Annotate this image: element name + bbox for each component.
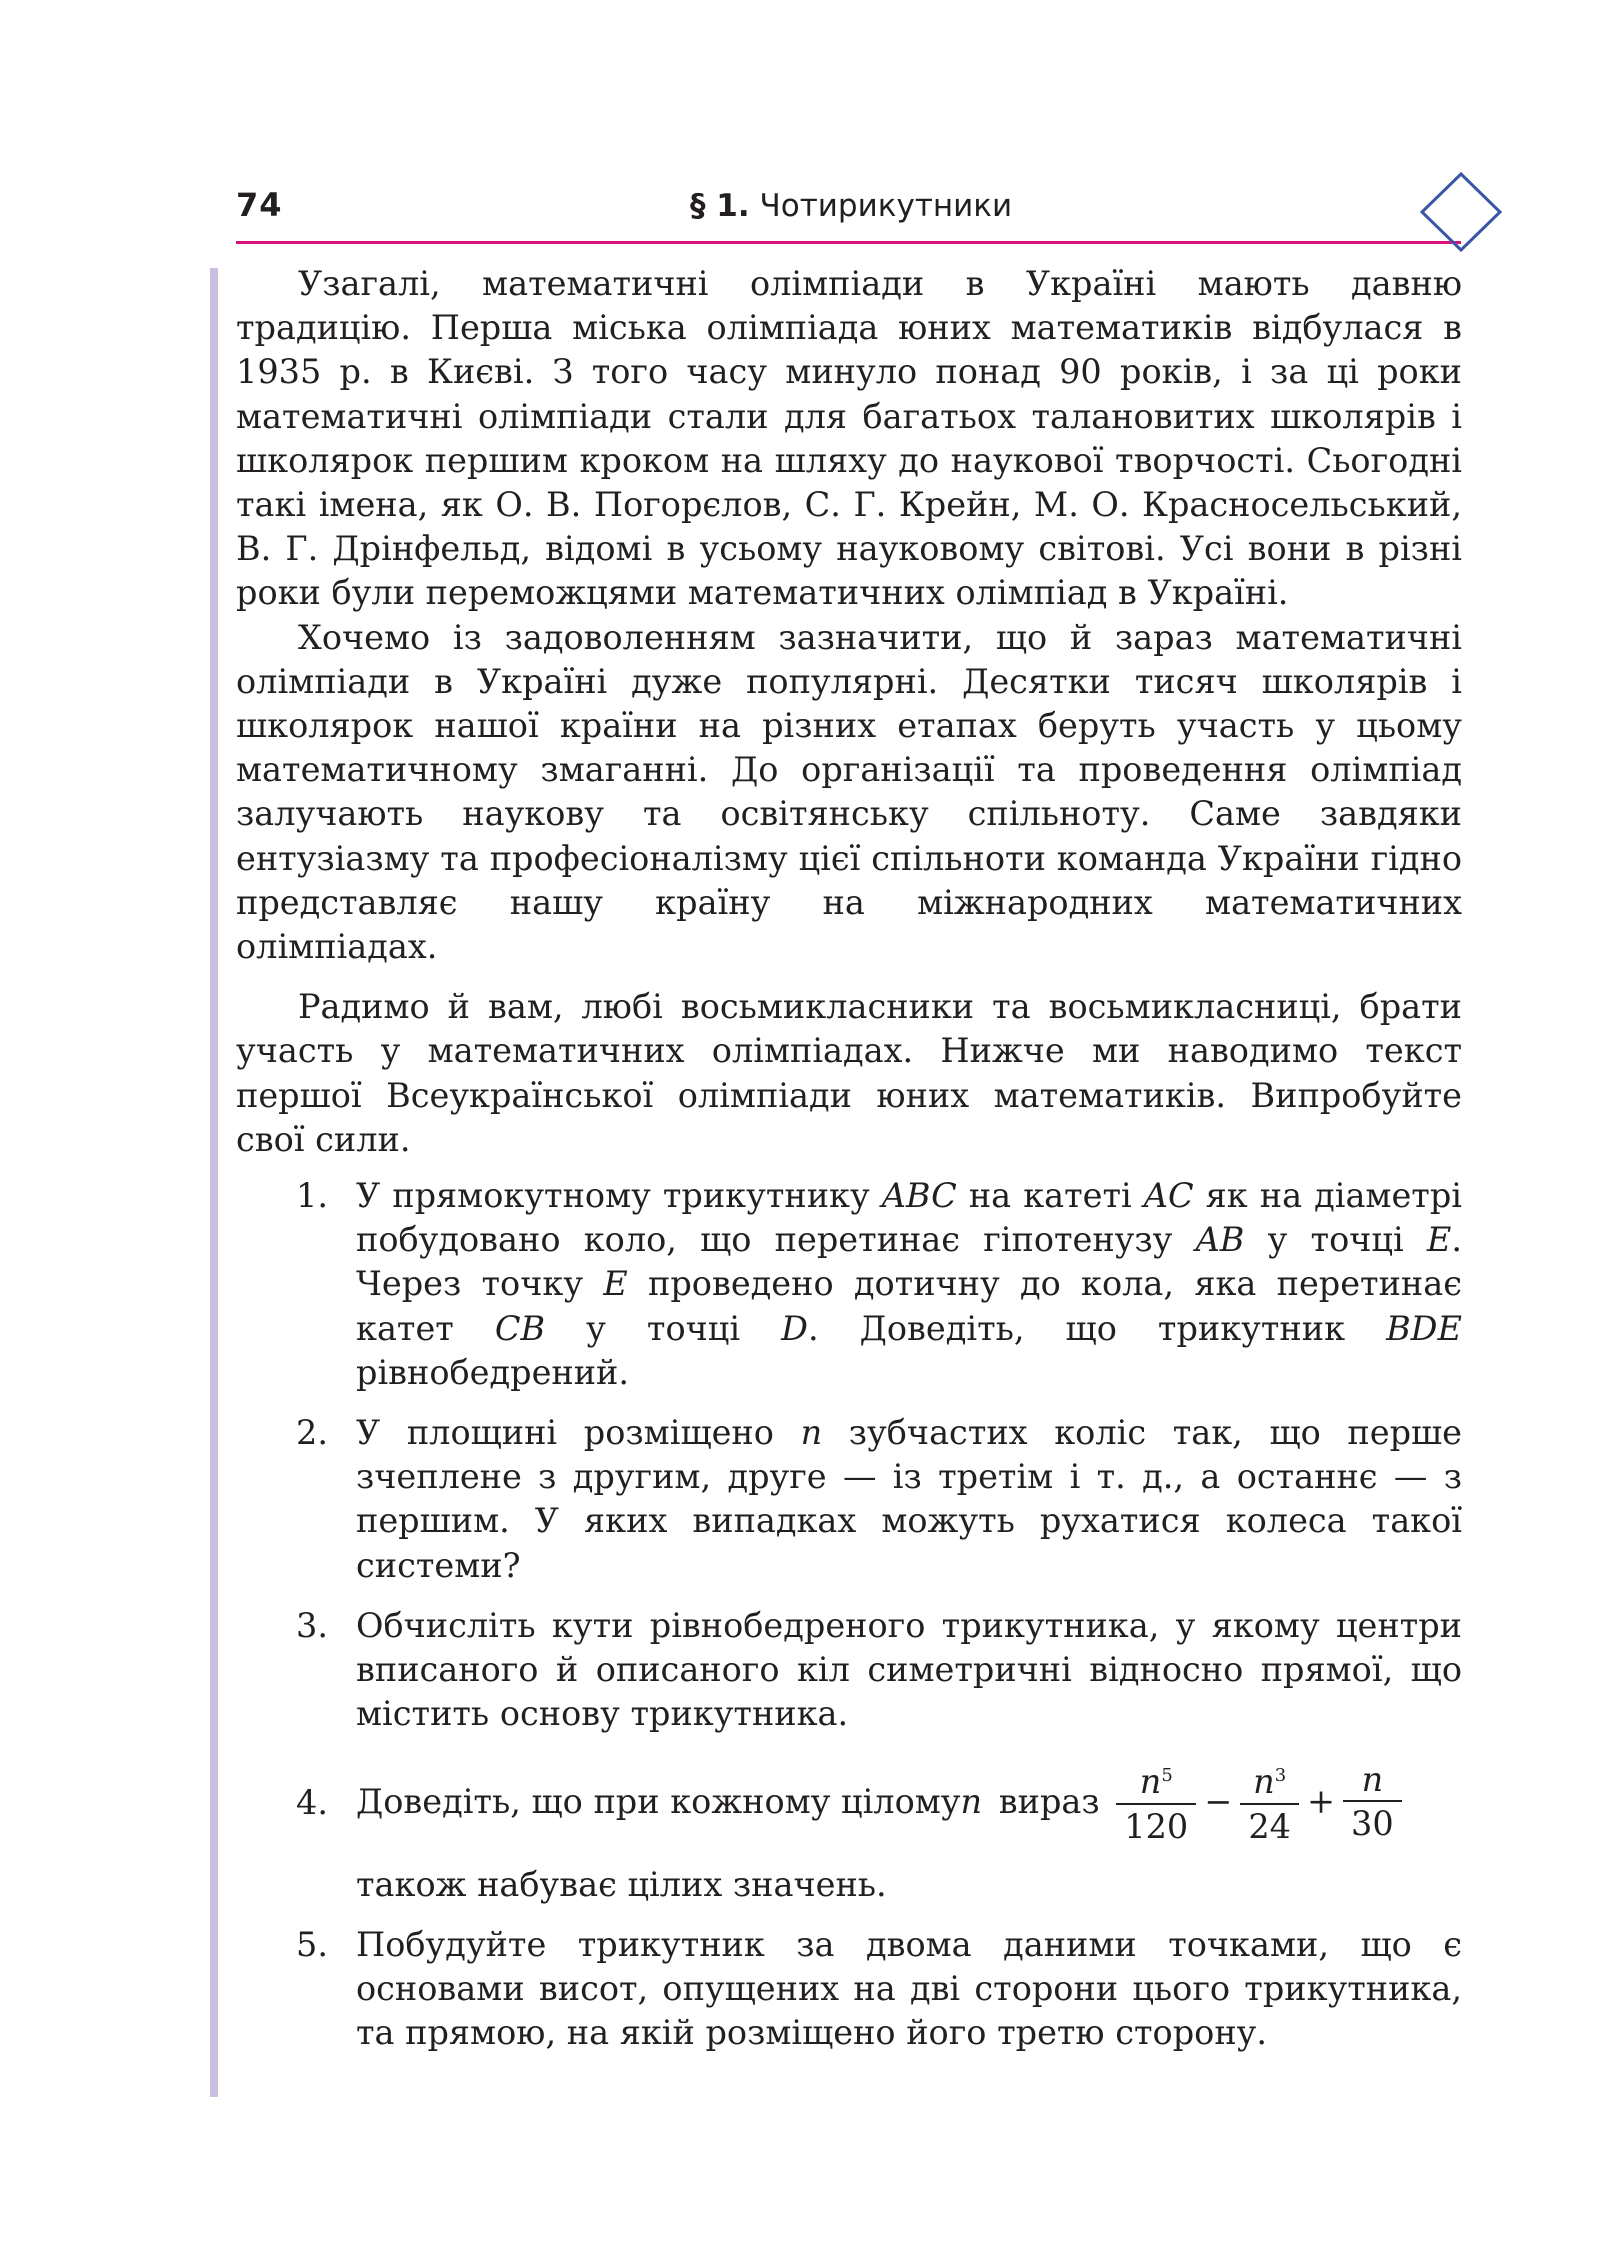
section-mark: § 1. <box>690 188 750 224</box>
math-var: n <box>1361 1759 1384 1799</box>
task-text: проведено дотичну до кола, яка перетинає катет <box>356 1264 1462 1348</box>
task-text: на катеті <box>956 1176 1144 1216</box>
fraction-1 <box>1116 1756 1196 1848</box>
task-text: у точці <box>1244 1220 1427 1260</box>
task-2 <box>236 1411 1462 1588</box>
paragraph-3: Радимо й вам, любі восьмикласники та восьмикласниці, брати участь у математичних олімпіадах. Нижче ми наводимо текст першої Всеукраїнської олімпіади юних математиків. Випробуйте свої сили. <box>236 987 1462 1159</box>
task-text: У площині розміщено <box>356 1413 801 1453</box>
task-text: Обчисліть кути рівнобедреного трикутника, у якому центри вписаного й описаного кіл симетричні відносно прямої, що містить основу трикутника. <box>356 1605 1462 1734</box>
paragraph-2: Хочемо із задоволенням зазначити, що й зараз математичні олімпіади в Україні дуже популярні. Десятки тисяч школярів і школярок нашої країни на різних етапах беруть участь у цьому математичному змаганні. До організації та проведення олімпіад залучають наукову та освітянську спільноту. Саме завдяки ентузіазму та професіоналізму цієї спільноти команда України гідно представляє нашу країну на міжнародних математичних олімпіадах. <box>236 617 1462 967</box>
section-title-text: Чотирикутники <box>749 188 1013 224</box>
math-var: E <box>603 1264 628 1304</box>
math-var: AB <box>1195 1220 1245 1260</box>
task-4-formula-row <box>356 1753 1462 1853</box>
task-text: У прямокутному трикутнику <box>356 1176 882 1216</box>
task-text: Доведіть, що при кожному цілому <box>356 1782 961 1822</box>
task-text: . Через точку <box>356 1220 1462 1304</box>
plus-sign: + <box>1306 1782 1336 1822</box>
header-rule <box>236 241 1461 244</box>
task-number: 2. <box>296 1413 328 1453</box>
denominator: 24 <box>1248 1806 1291 1846</box>
task-number: 4. <box>296 1782 328 1822</box>
math-var: D <box>781 1308 808 1348</box>
fraction-3 <box>1343 1760 1402 1846</box>
task-text: вираз <box>988 1782 1111 1822</box>
paragraph-1: Узагалі, математичні олімпіади в Україні мають давню традицію. Перша міська олімпіада юних математиків відбулася в 1935 р. в Києві. З того часу минуло понад 90 років, і за ці роки математичні олімпіади стали для багатьох талановитих школярів і школярок першим кроком на шляху до наукової творчості. Сьогодні такі імена, як О. В. Погорєлов, С. Г. Крейн, М. О. Красносельський, В. Г. Дрінфельд, відомі в усьому науковому світові. Усі вони в різні роки були переможцями математичних олімпіад в Україні. <box>236 264 1462 613</box>
task-number: 5. <box>296 1924 328 1964</box>
math-var: AC <box>1143 1176 1194 1216</box>
task-text: . Доведіть, що трикутник <box>807 1308 1387 1348</box>
task-number: 1. <box>296 1176 328 1216</box>
task-4 <box>236 1753 1462 1907</box>
math-var: n <box>960 1782 983 1822</box>
section-title <box>690 188 1012 224</box>
math-var: BDE <box>1386 1308 1462 1348</box>
task-text: як на діаметрі побудовано коло, що перетинає гіпотенузу <box>356 1176 1462 1260</box>
minus-sign: − <box>1204 1782 1233 1822</box>
task-text: рівнобедрений. <box>356 1352 630 1392</box>
task-text: Побудуйте трикутник за двома даними точками, що є основами висот, опущених на дві сторони цього трикутника, та прямою, на якій розміщено його третю сторону. <box>356 1924 1462 2053</box>
task-1 <box>236 1174 1462 1395</box>
math-var: n <box>1139 1762 1162 1802</box>
task-3 <box>236 1604 1462 1737</box>
diamond-icon <box>1418 170 1504 254</box>
math-var: ABC <box>881 1176 957 1216</box>
page-number: 74 <box>236 186 283 224</box>
math-var: n <box>800 1413 823 1453</box>
task-list <box>236 1174 1462 2055</box>
task-text: також набуває цілих значень. <box>356 1864 887 1904</box>
exponent: 3 <box>1274 1765 1287 1787</box>
fraction-2 <box>1240 1756 1299 1848</box>
task-number: 3. <box>296 1605 328 1645</box>
math-var: n <box>1253 1762 1275 1802</box>
side-bar <box>210 268 218 2097</box>
denominator: 120 <box>1124 1806 1189 1846</box>
denominator: 30 <box>1351 1803 1394 1843</box>
math-var: CB <box>494 1308 546 1348</box>
page-content <box>236 262 1462 2071</box>
task-text: у точці <box>545 1308 782 1348</box>
exponent: 5 <box>1161 1765 1173 1787</box>
task-text: зубчастих коліс так, що перше зчеплене з другим, друге — із третім і т. д., а останнє — з першим. У яких випадках можуть рухатися колеса такої системи? <box>356 1413 1462 1585</box>
math-var: E <box>1426 1220 1452 1260</box>
task-5 <box>236 1923 1462 2056</box>
